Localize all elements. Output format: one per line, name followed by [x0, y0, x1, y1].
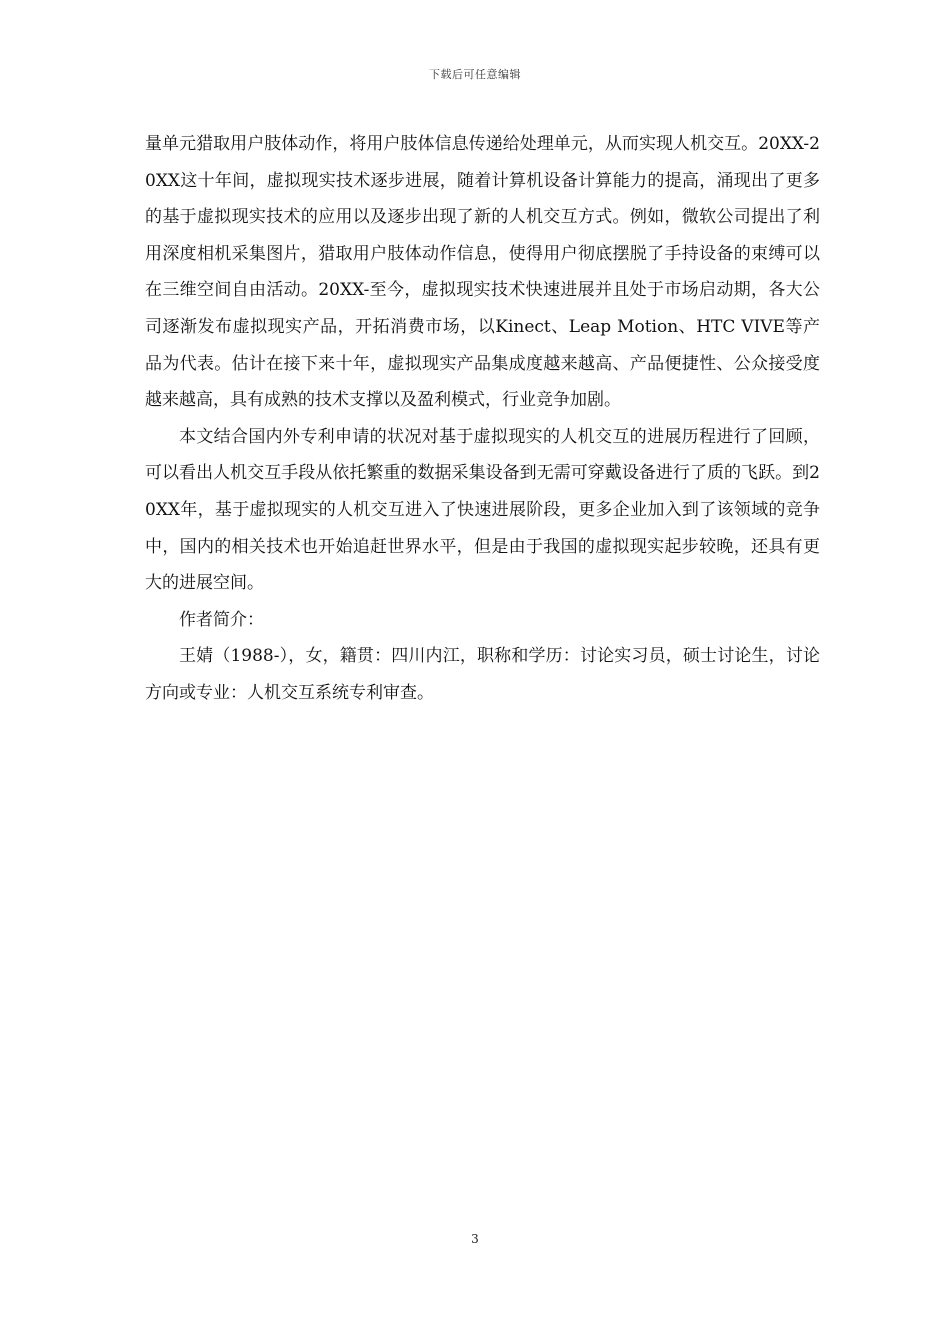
paragraph-conclusion: 本文结合国内外专利申请的状况对基于虚拟现实的人机交互的进展历程进行了回顾，可以看出人机交互手段从依托繁重的数据采集设备到无需可穿戴设备进行了质的飞跃。到20XX年，基于虚拟现实的人机交互进入了快速进展阶段，更多企业加入到了该领域的竞争中，国内的相关技术也开始追赶世界水平，但是由于我国的虚拟现实起步较晚，还具有更大的进展空间。: [145, 426, 820, 594]
author-bio: 王婧（1988-），女，籍贯：四川内江，职称和学历：讨论实习员，硕士讨论生，讨论方向或专业：人机交互系统专利审查。: [145, 646, 820, 703]
page-header-note: 下载后可任意编辑: [429, 68, 521, 81]
paragraph-continuation: 量单元猎取用户肢体动作，将用户肢体信息传递给处理单元，从而实现人机交互。20XX-20XX这十年间，虚拟现实技术逐步进展，随着计算机设备计算能力的提高，涌现出了更多的基于虚拟现实技术的应用以及逐步出现了新的人机交互方式。例如，微软公司提出了利用深度相机采集图片，猎取用户肢体动作信息，使得用户彻底摆脱了手持设备的束缚可以在三维空间自由活动。20XX-至今，虚拟现实技术快速进展并且处于市场启动期，各大公司逐渐发布虚拟现实产品，开拓消费市场，以Kinect、Leap Motion、HTC VIVE等产品为代表。估计在接下来十年，虚拟现实产品集成度越来越高、产品便捷性、公众接受度越来越高，具有成熟的技术支撑以及盈利模式，行业竞争加剧。: [145, 134, 820, 411]
page-number: 3: [471, 1232, 479, 1246]
author-intro-heading: 作者简介：: [179, 609, 264, 630]
page-body: [145, 126, 820, 712]
